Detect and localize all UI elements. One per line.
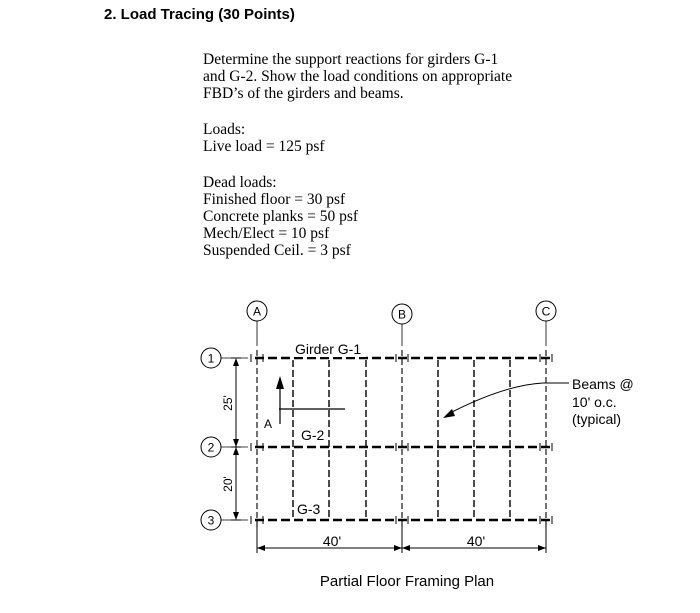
- grid-label-1: 1: [207, 351, 215, 366]
- dimension-40ft-right: 40': [466, 533, 486, 549]
- dead-load-mech-elect: Mech/Elect = 10 psf: [203, 225, 330, 242]
- grid-label-A: A: [252, 304, 262, 319]
- section-mark-label: A: [264, 417, 273, 431]
- grid-bubble-2: [201, 437, 221, 457]
- horizontal-dimension: [257, 527, 546, 553]
- girder-g2-label: G-2: [301, 427, 325, 443]
- dead-loads-heading: Dead loads:: [203, 174, 277, 191]
- instruction-line-2: and G-2. Show the load conditions on appropriate: [203, 68, 513, 85]
- dimension-25ft: 25': [221, 395, 235, 411]
- instruction-line-1: Determine the support reactions for girders G-1: [203, 51, 499, 68]
- girder-g1-label: Girder G-1: [295, 341, 362, 357]
- beams-note-line-3: (typical): [572, 411, 622, 427]
- grid-bubble-1: [201, 348, 221, 368]
- dead-load-concrete-planks: Concrete planks = 50 psf: [203, 208, 359, 225]
- dead-load-finished-floor: Finished floor = 30 psf: [203, 191, 346, 208]
- dimension-20ft: 20': [221, 476, 235, 492]
- grid-label-B: B: [397, 307, 407, 322]
- section-cut-a: [264, 376, 345, 431]
- grid-bubble-A: [247, 301, 267, 321]
- grid-label-C: C: [541, 304, 551, 319]
- leader-arrow-icon: [443, 409, 455, 418]
- beams-note-line-2: 10' o.c.: [572, 394, 617, 410]
- section-arrow-icon: [276, 376, 284, 389]
- beams-note-line-1: Beams @: [572, 376, 634, 392]
- grid-label-3: 3: [207, 513, 215, 528]
- grid-bubble-B: [392, 304, 412, 324]
- plan-caption: Partial Floor Framing Plan: [319, 573, 495, 590]
- live-load: Live load = 125 psf: [203, 138, 325, 155]
- loads-heading: Loads:: [203, 121, 246, 138]
- instruction-line-3: FBD’s of the girders and beams.: [203, 85, 404, 102]
- grid-bubble-3: [201, 510, 221, 530]
- problem-heading: 2. Load Tracing (30 Points): [104, 6, 295, 23]
- grid-label-2: 2: [207, 440, 215, 455]
- dimension-40ft-left: 40': [322, 533, 342, 549]
- beams-leader: [443, 383, 569, 418]
- dead-load-suspended-ceiling: Suspended Ceil. = 3 psf: [203, 242, 351, 259]
- grid-bubble-C: [536, 301, 556, 321]
- girder-g3-label: G-3: [297, 501, 321, 517]
